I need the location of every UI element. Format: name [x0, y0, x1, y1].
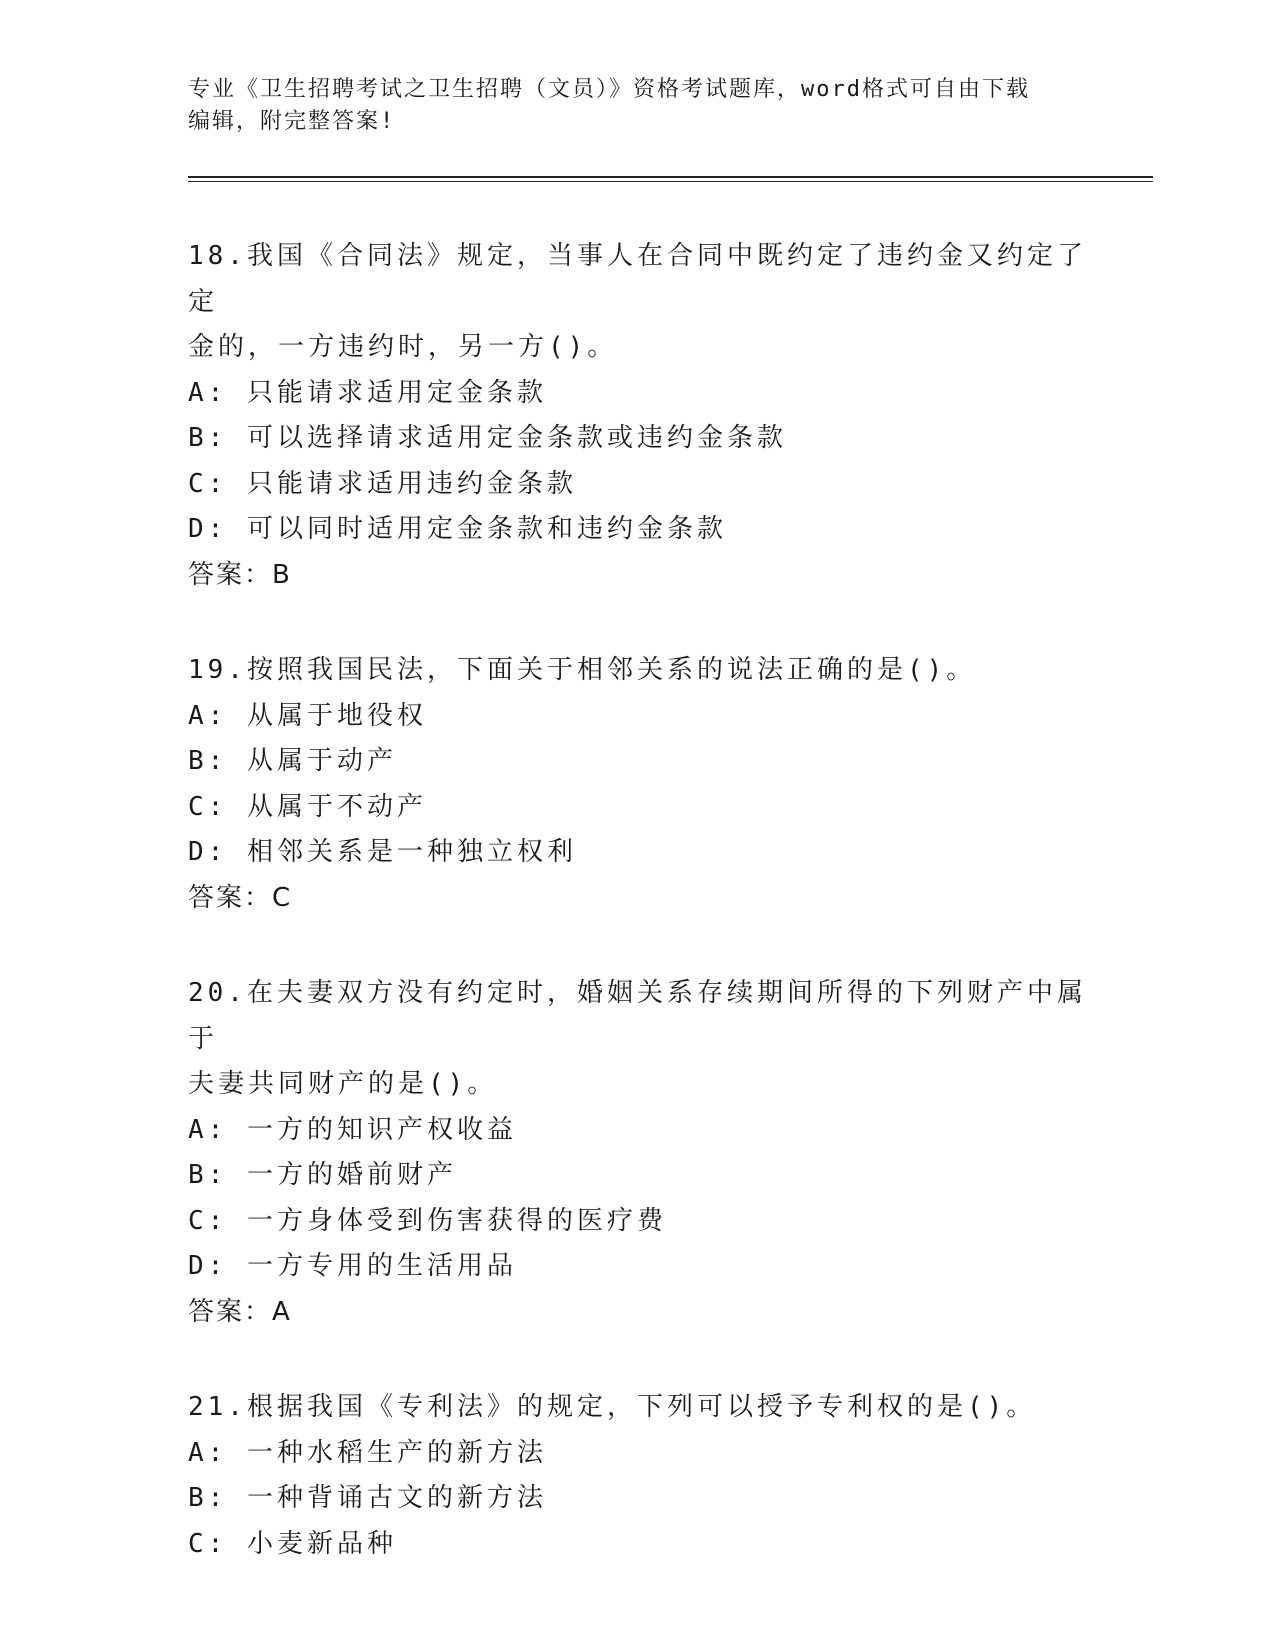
option-c: C: 只能请求适用违约金条款	[188, 468, 577, 499]
header-line-1: 专业《卫生招聘考试之卫生招聘（文员）》资格考试题库，word格式可自由下载	[188, 77, 1030, 102]
answer-line: 答案：C	[188, 882, 293, 913]
option-c: C: 从属于不动产	[188, 791, 427, 822]
question-stem-line: 20.在夫妻双方没有约定时，婚姻关系存续期间所得的下列财产中属于	[188, 978, 1087, 1054]
answer-line: 答案：B	[188, 559, 292, 590]
option-c: C: 一方身体受到伤害获得的医疗费	[188, 1205, 667, 1236]
option-a: A: 一方的知识产权收益	[188, 1114, 517, 1145]
option-a: A: 从属于地役权	[188, 700, 427, 731]
question-stem-line: 夫妻共同财产的是()。	[188, 1069, 498, 1099]
question-list	[188, 234, 1088, 1617]
option-a: A: 一种水稻生产的新方法	[188, 1437, 547, 1468]
option-d: D: 相邻关系是一种独立权利	[188, 837, 577, 867]
option-b: B: 可以选择请求适用定金条款或违约金条款	[188, 423, 787, 453]
question-stem-line: 21.根据我国《专利法》的规定，下列可以授予专利权的是()。	[188, 1392, 1037, 1422]
option-b: B: 一种背诵古文的新方法	[188, 1483, 547, 1513]
option-d: D: 可以同时适用定金条款和违约金条款	[188, 514, 727, 544]
answer-line: 答案：A	[188, 1296, 292, 1327]
question-20	[188, 971, 1088, 1335]
option-c: C: 小麦新品种	[188, 1528, 397, 1559]
document-header	[188, 74, 1088, 138]
question-21	[188, 1385, 1088, 1567]
header-line-2: 编辑，附完整答案!	[188, 109, 396, 134]
header-divider	[188, 176, 1153, 182]
question-stem-line: 19.按照我国民法，下面关于相邻关系的说法正确的是()。	[188, 655, 977, 685]
question-19	[188, 648, 1088, 921]
question-stem-line: 金的，一方违约时，另一方()。	[188, 332, 618, 362]
option-b: B: 一方的婚前财产	[188, 1160, 457, 1190]
question-18	[188, 234, 1088, 598]
option-b: B: 从属于动产	[188, 746, 397, 776]
option-a: A: 只能请求适用定金条款	[188, 377, 547, 408]
question-stem-line: 18.我国《合同法》规定，当事人在合同中既约定了违约金又约定了定	[188, 241, 1087, 317]
option-d: D: 一方专用的生活用品	[188, 1251, 517, 1281]
